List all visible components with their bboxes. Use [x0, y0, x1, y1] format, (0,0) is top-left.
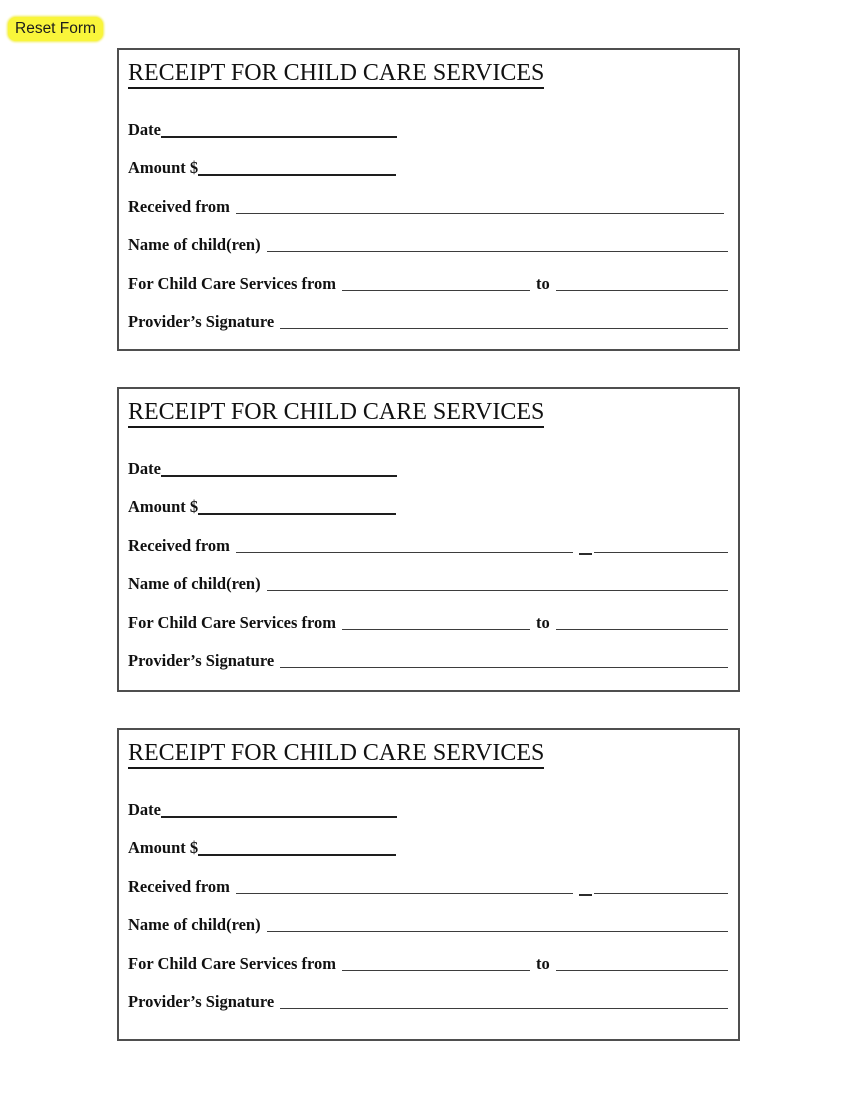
field-row-signature: [128, 294, 728, 333]
field-row-received-from: [128, 178, 728, 217]
field-row-signature: [128, 974, 728, 1013]
date-blank-line[interactable]: [161, 475, 397, 477]
field-row-service-period: [128, 594, 728, 633]
to-label: to: [536, 612, 550, 632]
signature-label: Provider’s Signature: [128, 992, 275, 1011]
amount-label: Amount $: [128, 158, 199, 177]
amount-label: Amount $: [128, 838, 199, 857]
date-blank-line[interactable]: [161, 136, 397, 138]
received-from-blank-line-end[interactable]: [594, 552, 728, 553]
field-row-amount: [128, 479, 728, 518]
receipt-card-3: [117, 728, 740, 1041]
field-row-date: [128, 781, 728, 820]
child-names-blank-line[interactable]: [267, 590, 728, 591]
service-to-blank-line[interactable]: [556, 290, 728, 291]
service-from-blank-line[interactable]: [342, 970, 530, 971]
amount-blank-line[interactable]: [198, 513, 396, 515]
date-blank-line[interactable]: [161, 816, 397, 818]
receipt-title-text: RECEIPT FOR CHILD CARE SERVICES: [128, 740, 544, 769]
reset-form-button[interactable]: Reset Form: [8, 17, 103, 41]
date-label: Date: [128, 119, 161, 139]
field-row-date: [128, 440, 728, 479]
signature-label: Provider’s Signature: [128, 651, 275, 670]
field-row-child-names: [128, 217, 728, 256]
amount-blank-line[interactable]: [198, 854, 396, 856]
service-to-blank-line[interactable]: [556, 970, 728, 971]
receipt-title: [128, 57, 728, 89]
field-row-received-from: [128, 858, 728, 897]
received-from-label: Received from: [128, 535, 230, 555]
child-names-label: Name of child(ren): [128, 915, 261, 934]
service-to-blank-line[interactable]: [556, 629, 728, 630]
signature-blank-line[interactable]: [280, 328, 728, 329]
signature-label: Provider’s Signature: [128, 312, 275, 331]
amount-blank-line[interactable]: [198, 174, 396, 176]
received-from-blank-line-end[interactable]: [594, 893, 728, 894]
stray-underscore: [579, 894, 592, 896]
receipt-fields: [128, 101, 728, 332]
to-label: to: [536, 953, 550, 973]
field-row-service-period: [128, 935, 728, 974]
receipt-fields: [128, 781, 728, 1012]
child-names-blank-line[interactable]: [267, 251, 728, 252]
receipt-title: [128, 737, 728, 769]
child-names-label: Name of child(ren): [128, 574, 261, 593]
services-from-label: For Child Care Services from: [128, 953, 337, 973]
signature-blank-line[interactable]: [280, 667, 728, 668]
receipt-title: [128, 396, 728, 428]
received-from-blank-line[interactable]: [236, 893, 573, 894]
field-row-date: [128, 101, 728, 140]
date-label: Date: [128, 799, 161, 819]
received-from-label: Received from: [128, 876, 230, 896]
field-row-child-names: [128, 556, 728, 595]
service-from-blank-line[interactable]: [342, 290, 530, 291]
signature-blank-line[interactable]: [280, 1008, 728, 1009]
child-names-label: Name of child(ren): [128, 235, 261, 254]
amount-label: Amount $: [128, 497, 199, 516]
receipt-card-1: [117, 48, 740, 351]
services-from-label: For Child Care Services from: [128, 273, 337, 293]
receipt-card-2: [117, 387, 740, 692]
received-from-label: Received from: [128, 196, 230, 216]
receipt-title-text: RECEIPT FOR CHILD CARE SERVICES: [128, 399, 544, 428]
field-row-amount: [128, 140, 728, 179]
receipt-fields: [128, 440, 728, 671]
receipt-title-text: RECEIPT FOR CHILD CARE SERVICES: [128, 60, 544, 89]
field-row-service-period: [128, 255, 728, 294]
field-row-received-from: [128, 517, 728, 556]
field-row-signature: [128, 633, 728, 672]
child-names-blank-line[interactable]: [267, 931, 728, 932]
received-from-blank-line[interactable]: [236, 213, 724, 214]
field-row-child-names: [128, 897, 728, 936]
service-from-blank-line[interactable]: [342, 629, 530, 630]
stray-underscore: [579, 553, 592, 555]
received-from-blank-line[interactable]: [236, 552, 573, 553]
date-label: Date: [128, 458, 161, 478]
services-from-label: For Child Care Services from: [128, 612, 337, 632]
field-row-amount: [128, 820, 728, 859]
to-label: to: [536, 273, 550, 293]
